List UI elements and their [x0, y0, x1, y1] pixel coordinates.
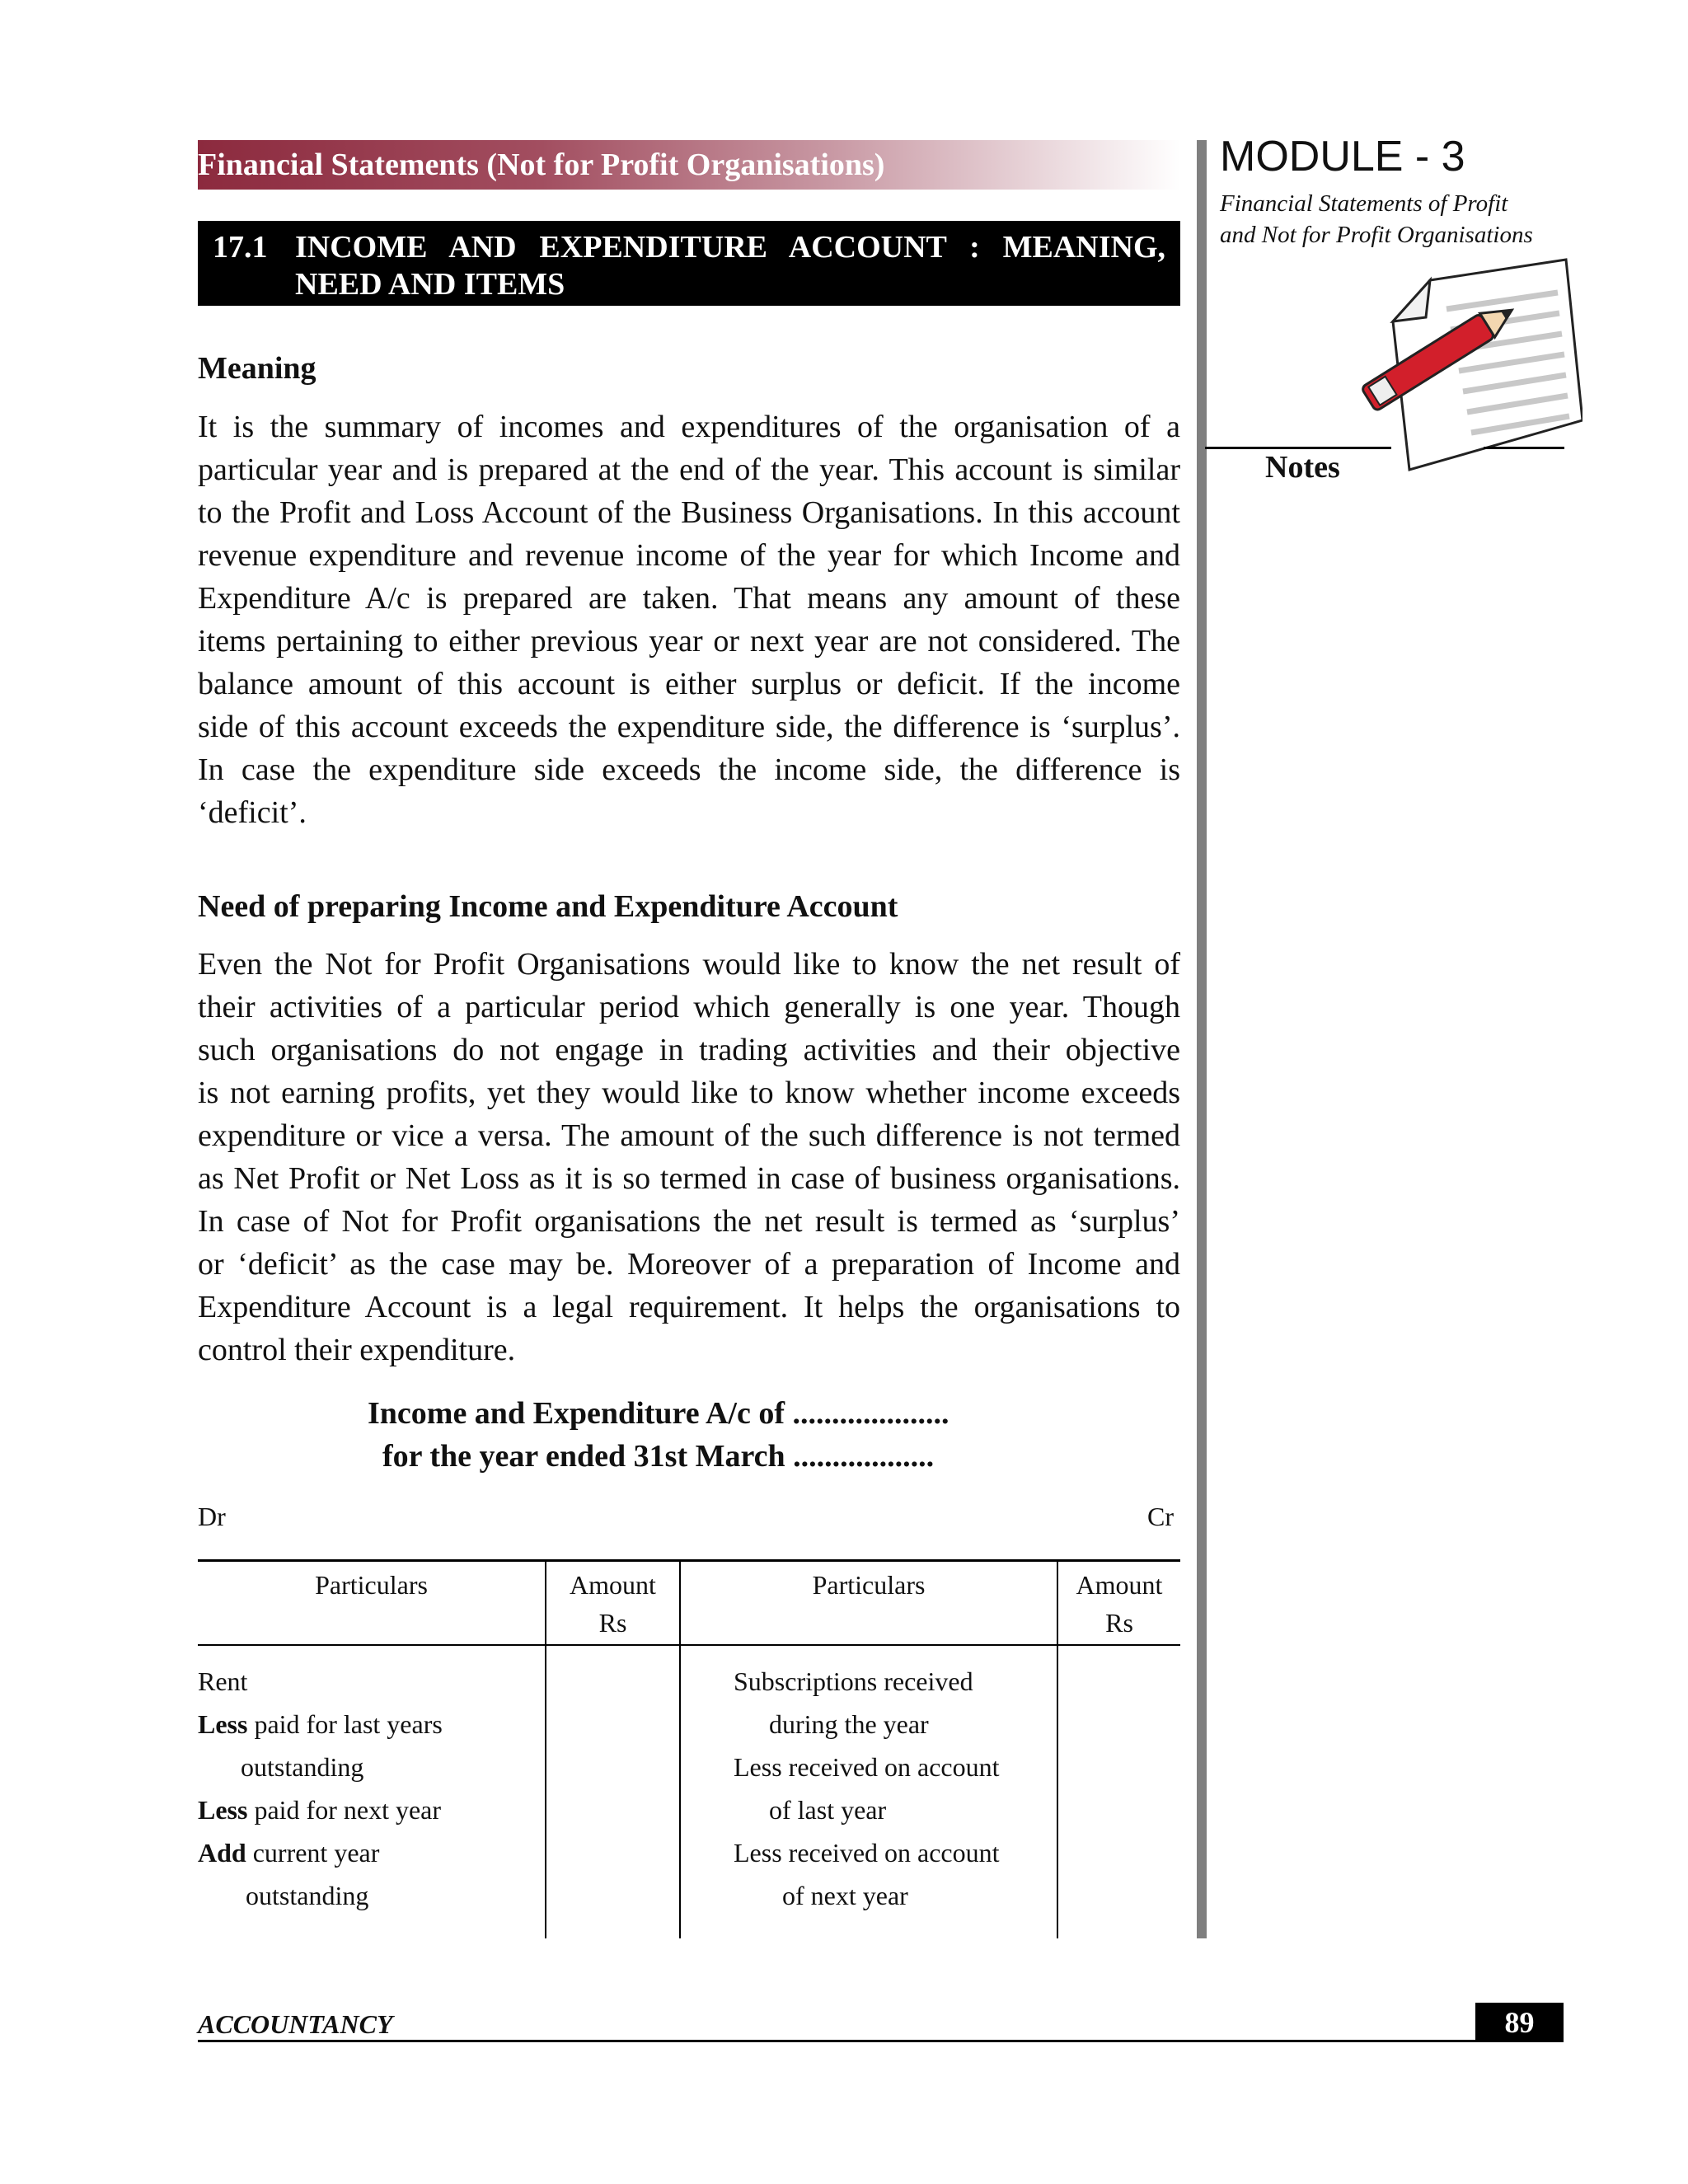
- col-header-rs-dr: Rs: [598, 1608, 627, 1638]
- meaning-line: Expenditure A/c is prepared are taken. That means any amount of these: [198, 581, 1180, 616]
- chapter-header: Financial Statements (Not for Profit Organisations): [198, 148, 885, 182]
- dr-row: outstanding: [246, 1881, 369, 1910]
- meaning-line: items pertaining to either previous year or next year are not considered. The: [198, 624, 1180, 658]
- cr-row: of last year: [769, 1795, 887, 1825]
- need-line: their activities of a particular period which generally is one year. Though: [198, 990, 1180, 1024]
- need-line: as Net Profit or Net Loss as it is so termed in case of business organisations.: [198, 1161, 1180, 1196]
- meaning-line: side of this account exceeds the expenditure side, the difference is ‘surplus’.: [198, 710, 1180, 744]
- col-header-rs-cr: Rs: [1105, 1608, 1133, 1638]
- table-divider: [679, 1559, 681, 1938]
- col-header-amount-cr: Amount: [1076, 1570, 1163, 1600]
- dr-row: outstanding: [241, 1752, 364, 1782]
- section-title-line1: INCOME AND EXPENDITURE ACCOUNT : MEANING,: [295, 230, 1165, 265]
- cr-row: Less received on account: [734, 1752, 1000, 1782]
- account-title-line2: for the year ended 31st March ..................: [382, 1439, 935, 1474]
- need-line: Even the Not for Profit Organisations would like to know the net result of: [198, 947, 1180, 982]
- cr-row: during the year: [769, 1709, 929, 1739]
- need-heading: Need of preparing Income and Expenditure Account: [198, 889, 898, 924]
- page-number: 89: [1475, 2003, 1564, 2042]
- footer-label: ACCOUNTANCY: [198, 2009, 393, 2039]
- module-subtitle: [1220, 188, 1533, 251]
- need-line: is not earning profits, yet they would like to know whether income exceeds: [198, 1076, 1180, 1110]
- need-line: control their expenditure.: [198, 1333, 516, 1367]
- meaning-line: to the Profit and Loss Account of the Business Organisations. In this account: [198, 495, 1180, 530]
- meaning-line: In case the expenditure side exceeds the income side, the difference is: [198, 752, 1180, 787]
- meaning-line: It is the summary of incomes and expenditures of the organisation of a: [198, 410, 1180, 444]
- cr-row: Subscriptions received: [734, 1666, 973, 1696]
- module-subtitle-line2: and Not for Profit Organisations: [1220, 222, 1533, 248]
- table-header-rule: [198, 1644, 1180, 1646]
- meaning-line: particular year and is prepared at the end of the year. This account is similar: [198, 452, 1180, 487]
- meaning-line: balance amount of this account is either surplus or deficit. If the income: [198, 667, 1180, 701]
- module-title: MODULE - 3: [1220, 133, 1465, 180]
- dr-row: Less paid for last years: [198, 1709, 443, 1739]
- notes-rule: [1484, 447, 1564, 449]
- col-header-particulars-cr: Particulars: [812, 1570, 926, 1600]
- cr-row: of next year: [782, 1881, 908, 1910]
- footer-rule: [198, 2040, 1525, 2042]
- credit-label: Cr: [1147, 1502, 1174, 1531]
- debit-label: Dr: [198, 1502, 226, 1531]
- col-header-particulars-dr: Particulars: [315, 1570, 428, 1600]
- dr-row: Rent: [198, 1666, 248, 1696]
- notes-pencil-icon: [1360, 247, 1582, 478]
- notes-label: Notes: [1265, 450, 1340, 485]
- meaning-line: ‘deficit’.: [198, 795, 307, 830]
- col-header-amount-dr: Amount: [570, 1570, 656, 1600]
- table-top-rule: [198, 1559, 1180, 1562]
- module-subtitle-line1: Financial Statements of Profit: [1220, 190, 1508, 217]
- need-line: expenditure or vice a versa. The amount of the such difference is not termed: [198, 1118, 1180, 1153]
- sidebar-rule: [1197, 140, 1207, 1938]
- section-heading: [198, 221, 1180, 306]
- account-table: [198, 1559, 1180, 1938]
- dr-row: Less paid for next year: [198, 1795, 442, 1825]
- section-number: 17.1: [213, 230, 268, 265]
- need-line: such organisations do not engage in trading activities and their objective: [198, 1033, 1180, 1067]
- need-line: or ‘deficit’ as the case may be. Moreover of a preparation of Income and: [198, 1247, 1180, 1282]
- meaning-line: revenue expenditure and revenue income of the year for which Income and: [198, 538, 1180, 573]
- cr-row: Less received on account: [734, 1838, 1000, 1868]
- meaning-heading: Meaning: [198, 351, 316, 386]
- need-line: In case of Not for Profit organisations the net result is termed as ‘surplus’: [198, 1204, 1180, 1239]
- need-paragraph: [198, 943, 1180, 1371]
- section-title-line2: NEED AND ITEMS: [295, 267, 565, 302]
- dr-row: Add current year: [198, 1838, 380, 1868]
- need-line: Expenditure Account is a legal requirement. It helps the organisations to: [198, 1290, 1180, 1324]
- account-title-line1: Income and Expenditure A/c of ....................: [368, 1396, 950, 1431]
- meaning-paragraph: [198, 405, 1180, 834]
